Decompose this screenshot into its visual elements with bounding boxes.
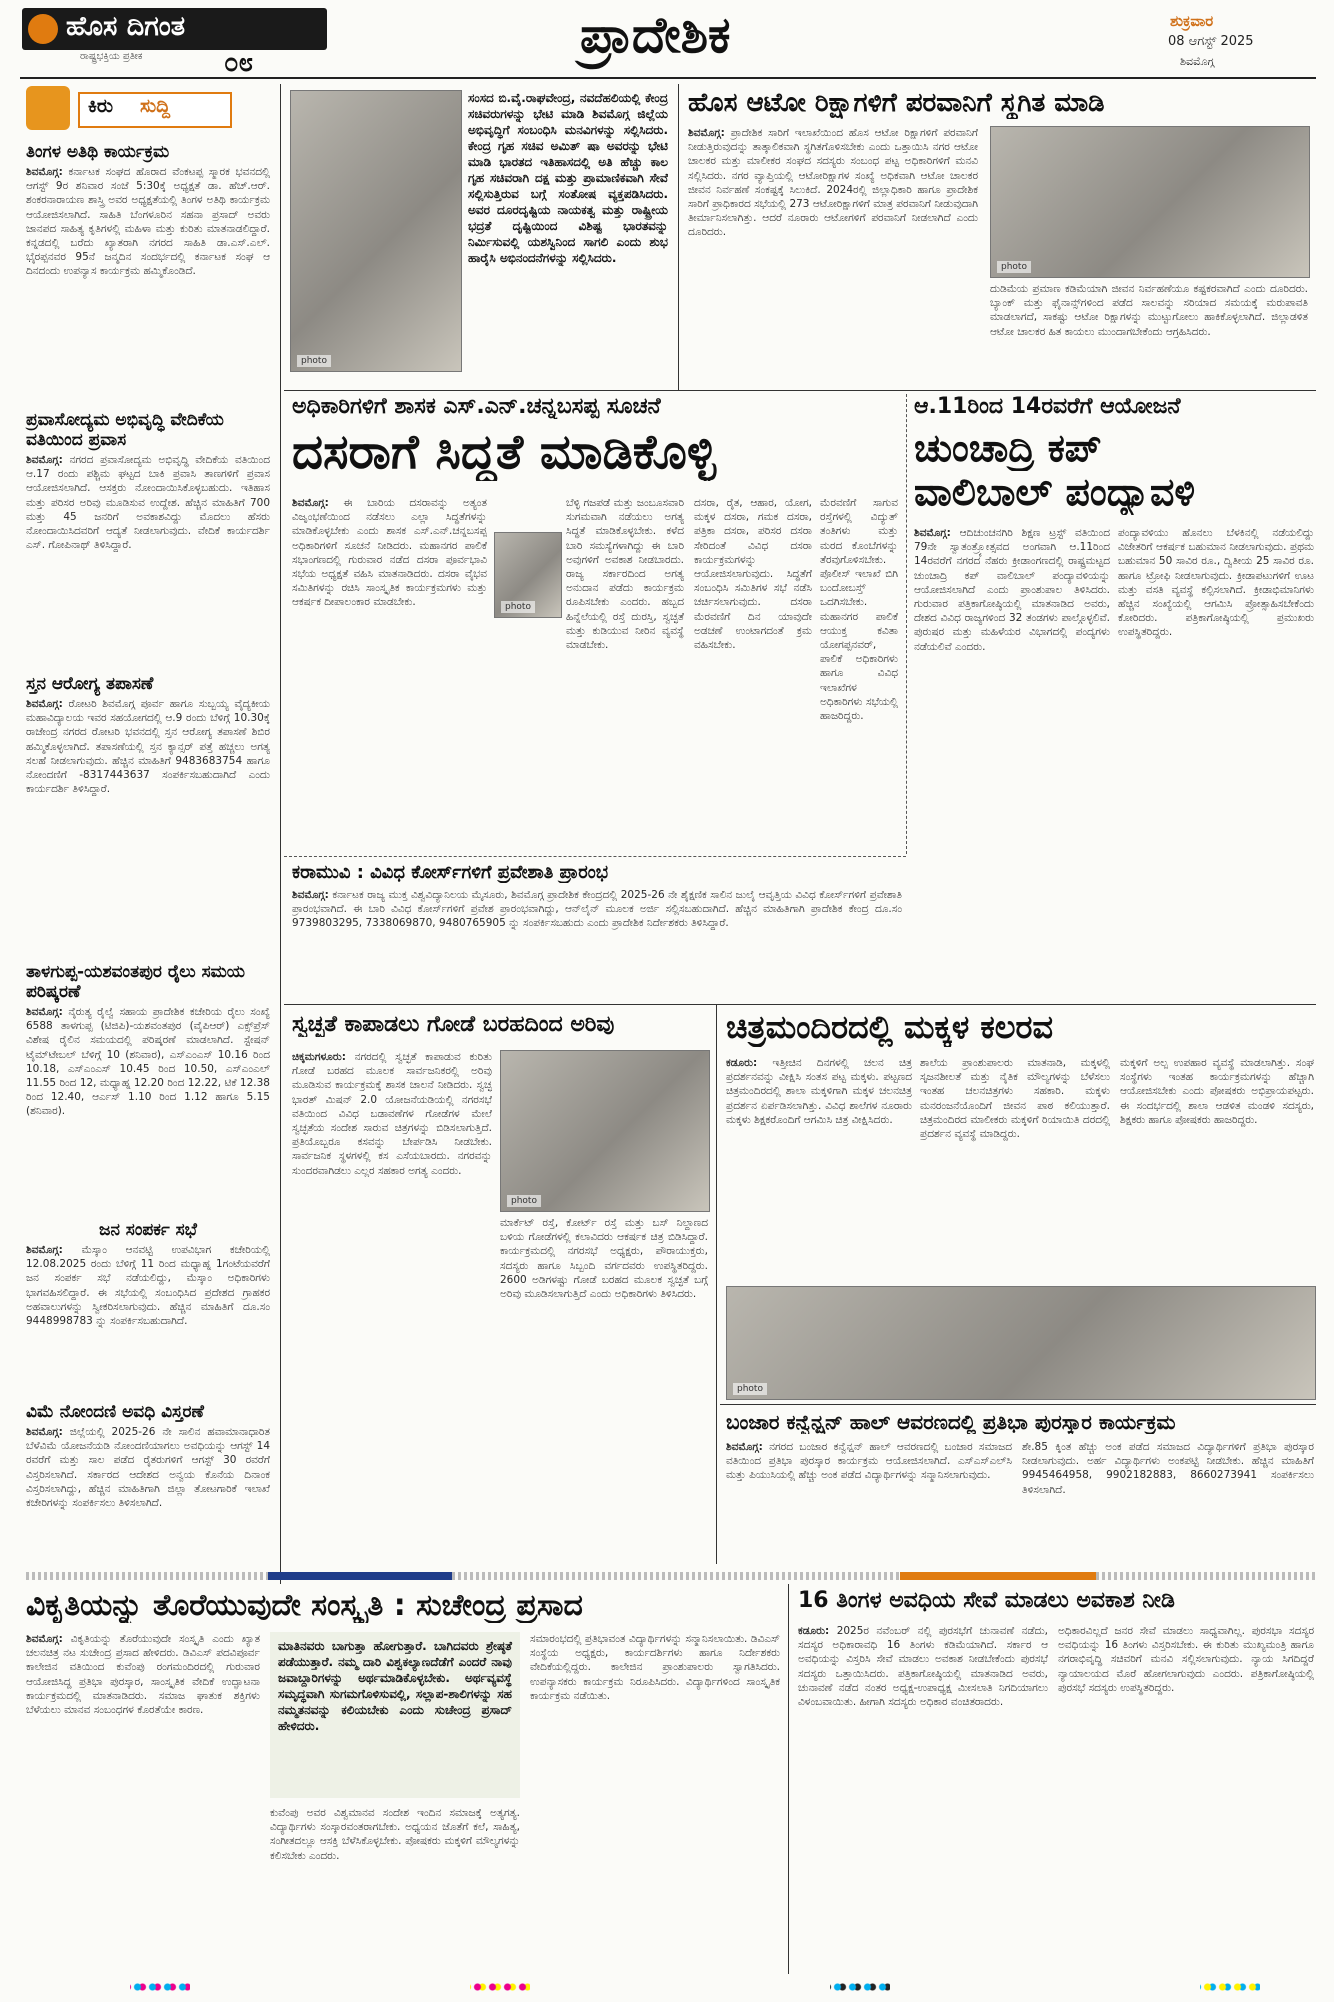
dasara-headline: ದಸರಾಗೆ ಸಿದ್ಧತೆ ಮಾಡಿಕೊಳ್ಳಿ <box>292 424 717 480</box>
banjara-col-2: ಶೇ.85 ಕ್ಕಿಂತ ಹೆಚ್ಚು ಅಂಕ ಪಡೆದ ಸಮಾಜದ ವಿದ್ಯಾರ್ಥಿಗಳಿಗೆ ಪ್ರತಿಭಾ ಪುರಸ್ಕಾರ ನೀಡಲಾಗುವುದು. ಅರ್ಹ ವಿದ್ಯಾರ್ಥಿಗಳು ಅಂಕಪಟ್ಟಿ ನೀಡಬೇಕು. ಹೆಚ್ಚಿನ ಮಾಹಿತಿಗೆ 9945464958, 9902182883, 8660273941 ಸಂಪರ್ಕಿಸಲು ತಿಳಿಸಲಾಗಿದೆ. <box>1022 1441 1314 1496</box>
karamuvi-body: ಶಿವಮೊಗ್ಗ: ಕರ್ನಾಟಕ ರಾಜ್ಯ ಮುಕ್ತ ವಿಶ್ವವಿದ್ಯಾನಿಲಯ ಮೈಸೂರು, ಶಿವಮೊಗ್ಗ ಪ್ರಾದೇಶಿಕ ಕೇಂದ್ರದಲ್ಲಿ 2025-26 ನೇ ಶೈಕ್ಷಣಿಕ ಸಾಲಿನ ಜುಲೈ ಆವೃತ್ತಿಯ ವಿವಿಧ ಕೋರ್ಸ್‌ಗಳಿಗೆ ಪ್ರವೇಶಾತಿ ಪ್ರಾರಂಭವಾಗಿದೆ. ಈ ಬಾರಿ ವಿವಿಧ ಕೋರ್ಸ್‌ಗಳಿಗೆ ಪ್ರವೇಶ ಪ್ರಾರಂಭವಾಗಿದ್ದು, ಆನ್‌ಲೈನ್ ಮೂಲಕ ಅರ್ಜಿ ಸಲ್ಲಿಸಬಹುದಾಗಿದೆ. ಹೆಚ್ಚಿನ ಮಾಹಿತಿಗಾಗಿ ಪ್ರಾದೇಶಿಕ ಕೇಂದ್ರ ದೂ.ಸಂ 9739803295, 7338069870, 9480765905 ನ್ನು ಸಂಪರ್ಕಿಸಬಹುದು ಎಂದು ಪ್ರಾದೇಶಿಕ ನಿರ್ದೇಶಕರು ತಿಳಿಸಿದ್ದಾರೆ. <box>292 889 902 930</box>
divider-bar-gray-left <box>26 1572 268 1580</box>
brand-logo <box>22 8 327 50</box>
auto-protest-photo: photo <box>990 126 1310 278</box>
cinema-headline: ಚಿತ್ರಮಂದಿರದಲ್ಲಿ ಮಕ್ಕಳ ಕಲರವ <box>726 1008 1054 1046</box>
cinema-children-photo: photo <box>726 1286 1316 1400</box>
lamp-icon <box>28 14 58 44</box>
mla-portrait-photo: photo <box>494 532 562 618</box>
swachata-headline: ಸ್ವಚ್ಛತೆ ಕಾಪಾಡಲು ಗೋಡೆ ಬರಹದಿಂದ ಅರಿವು <box>292 1012 615 1037</box>
brief-item <box>26 962 270 1205</box>
dasara-col-4: ಮೆರವಣಿಗೆ ಸಾಗುವ ರಸ್ತೆಗಳಲ್ಲಿ ವಿದ್ಯುತ್ ತಂತಿಗಳು ಮತ್ತು ಮರದ ಕೊಂಬೆಗಳನ್ನು ತೆರವುಗೊಳಿಸಬೇಕು. ಪೊಲೀಸ್ ಇಲಾಖೆ ಬಿಗಿ ಬಂದೋಬಸ್ತ್ ಒದಗಿಸಬೇಕು. ಮಹಾನಗರ ಪಾಲಿಕೆ ಆಯುಕ್ತ ಕವಿತಾ ಯೋಗಪ್ಪನವರ್, ಪಾಲಿಕೆ ಅಧಿಕಾರಿಗಳು ಹಾಗೂ ವಿವಿಧ ಇಲಾಖೆಗಳ ಅಧಿಕಾರಿಗಳು ಸಭೆಯಲ್ಲಿ ಹಾಜರಿದ್ದರು. <box>820 497 898 723</box>
brand-tagline: ರಾಷ್ಟ್ರಭಕ್ತಿಯ ಪ್ರತೀಕ <box>80 51 143 62</box>
brief-head: ತಿಂಗಳ ಅತಿಥಿ ಕಾರ್ಯಕ್ರಮ <box>26 142 170 162</box>
brief-body: ಶಿವಮೊಗ್ಗ: ರೋಟರಿ ಶಿವಮೊಗ್ಗ ಪೂರ್ವ ಹಾಗೂ ಸುಬ್ಬಯ್ಯ ವೈದ್ಯಕೀಯ ಮಹಾವಿದ್ಯಾಲಯ ಇವರ ಸಹಯೋಗದಲ್ಲಿ ಆ.9 ರಂದು ಬೆಳಿಗ್ಗೆ 10.30ಕ್ಕೆ ರಾಜೇಂದ್ರ ನಗರದ ರೋಟರಿ ಭವನದಲ್ಲಿ ಸ್ತನ ಆರೋಗ್ಯ ತಪಾಸಣೆ ಶಿಬಿರ ಹಮ್ಮಿಕೊಳ್ಳಲಾಗಿದೆ. ತಪಾಸಣೆಯಲ್ಲಿ ಸ್ತನ ಕ್ಯಾನ್ಸರ್ ಪತ್ತೆ ಹಚ್ಚಲು ಅಗತ್ಯ ಸಲಹೆ ನೀಡಲಾಗುವುದು. ಹೆಚ್ಚಿನ ಮಾಹಿತಿಗೆ 9483683754 ಹಾಗೂ ನೋಂದಣಿಗೆ -8317443637 ಸಂಪರ್ಕಿಸಬಹುದಾಗಿದೆ ಎಂದು ಕಾರ್ಯದರ್ಶಿ ತಿಳಿಸಿದ್ದಾರೆ. <box>26 698 270 796</box>
mp-meeting-photo: photo <box>290 90 462 372</box>
cinema-col-2: ಶಾಲೆಯ ಪ್ರಾಂಶುಪಾಲರು ಮಾತನಾಡಿ, ಮಕ್ಕಳಲ್ಲಿ ಸೃಜನಶೀಲತೆ ಮತ್ತು ನೈತಿಕ ಮೌಲ್ಯಗಳನ್ನು ಬೆಳೆಸಲು ಇಂತಹ ಚಲನಚಿತ್ರಗಳು ಸಹಕಾರಿ. ಮಕ್ಕಳು ಮನರಂಜನೆಯೊಂದಿಗೆ ಜೀವನ ಪಾಠ ಕಲಿಯುತ್ತಾರೆ. ಚಿತ್ರಮಂದಿರದ ಮಾಲೀಕರು ಮಕ್ಕಳಿಗೆ ರಿಯಾಯಿತಿ ದರದಲ್ಲಿ ಪ್ರದರ್ಶನ ವ್ಯವಸ್ಥೆ ಮಾಡಿದ್ದರು. <box>920 1057 1110 1141</box>
vikruti-headline: ವಿಕೃತಿಯನ್ನು ತೊರೆಯುವುದೇ ಸಂಸ್ಕೃತಿ : ಸುಚೇಂದ್ರ ಪ್ರಸಾದ <box>26 1588 583 1623</box>
masthead <box>0 0 1334 80</box>
dasara-col-3: ದಸರಾ, ರೈತ, ಆಹಾರ, ಯೋಗ, ಮಕ್ಕಳ ದಸರಾ, ಗಮಕ ದಸರಾ, ಪತ್ರಿಕಾ ದಸರಾ, ಪರಿಸರ ದಸರಾ ಸೇರಿದಂತೆ ವಿವಿಧ ದಸರಾ ಕಾರ್ಯಕ್ರಮಗಳನ್ನು ಆಯೋಜಿಸಲಾಗುವುದು. ಸಿದ್ಧತೆಗೆ ಸಂಬಂಧಿಸಿ ಸಮಿತಿಗಳ ಸಭೆ ನಡೆಸಿ ಚರ್ಚಿಸಲಾಗುವುದು. ದಸರಾ ಮೆರವಣಿಗೆ ದಿನ ಯಾವುದೇ ಅಡಚಣೆ ಉಂಟಾಗದಂತೆ ಕ್ರಮ ವಹಿಸಬೇಕು. <box>694 497 812 652</box>
dasara-kicker: ಅಧಿಕಾರಿಗಳಿಗೆ ಶಾಸಕ ಎಸ್.ಎನ್.ಚನ್ನಬಸಪ್ಪ ಸೂಚನೆ <box>292 394 661 419</box>
top-caption: ಸಂಸದ ಬಿ.ವೈ.ರಾಘವೇಂದ್ರ, ನವದೆಹಲಿಯಲ್ಲಿ ಕೇಂದ್ರ ಸಚಿವರುಗಳನ್ನು ಭೇಟಿ ಮಾಡಿ ಶಿವಮೊಗ್ಗ ಜಿಲ್ಲೆಯ ಅಭಿವೃದ್ಧಿಗೆ ಸಂಬಂಧಿಸಿ ಮನವಿಗಳನ್ನು ಸಲ್ಲಿಸಿದರು. ಕೇಂದ್ರ ಗೃಹ ಸಚಿವ ಅಮಿತ್ ಷಾ ಅವರನ್ನು ಭೇಟಿ ಮಾಡಿ ಭಾರತದ ಇತಿಹಾಸದಲ್ಲಿ ಅತಿ ಹೆಚ್ಚು ಕಾಲ ಗೃಹ ಸಚಿವರಾಗಿ ದಕ್ಷ ಮತ್ತು ಪ್ರಾಮಾಣಿಕವಾಗಿ ಸೇವೆ ಸಲ್ಲಿಸುತ್ತಿರುವ ಬಗ್ಗೆ ಸಂತೋಷ ವ್ಯಕ್ತಪಡಿಸಿದರು. ಅವರ ದೂರದೃಷ್ಟಿಯ ನಾಯಕತ್ವ ಮತ್ತು ರಾಷ್ಟ್ರೀಯ ಭದ್ರತೆ ದೃಷ್ಟಿಯಿಂದ ವಿಶಿಷ್ಟ ಭಾರತವನ್ನು ನಿರ್ಮಿಸುವಲ್ಲಿ ಯಶಸ್ವಿನಿಂದ ಸಾಗಲಿ ಎಂದು ಶುಭ ಹಾರೈಸಿ ಅಭಿನಂದನೆಗಳನ್ನು ಸಲ್ಲಿಸಿದರು. <box>468 91 668 265</box>
brief-head: ಜನ ಸಂಪರ್ಕ ಸಭೆ <box>99 1220 197 1240</box>
vikruti-col-3: ಸಮಾರಂಭದಲ್ಲಿ ಪ್ರತಿಭಾವಂತ ವಿದ್ಯಾರ್ಥಿಗಳನ್ನು ಸನ್ಮಾನಿಸಲಾಯಿತು. ಡಿವಿಎಸ್ ಸಂಸ್ಥೆಯ ಅಧ್ಯಕ್ಷರು, ಕಾರ್ಯದರ್ಶಿಗಳು ಹಾಗೂ ನಿರ್ದೇಶಕರು ವೇದಿಕೆಯಲ್ಲಿದ್ದರು. ಕಾಲೇಜಿನ ಪ್ರಾಂಶುಪಾಲರು ಸ್ವಾಗತಿಸಿದರು. ಉಪನ್ಯಾಸಕರು ಕಾರ್ಯಕ್ರಮ ನಿರೂಪಿಸಿದರು. ವಿದ್ಯಾರ್ಥಿಗಳಿಂದ ಸಾಂಸ್ಕೃತಿಕ ಕಾರ್ಯಕ್ರಮ ನಡೆಯಿತು. <box>530 1633 780 1702</box>
badge-label-1: ಕಿರು <box>88 95 113 117</box>
brief-body: ಶಿವಮೊಗ್ಗ: ಜಿಲ್ಲೆಯಲ್ಲಿ 2025-26 ನೇ ಸಾಲಿನ ಹವಾಮಾನಾಧಾರಿತ ಬೆಳೆವಿಮೆ ಯೋಜನೆಯಡಿ ನೋಂದಣಿಯಾಗಲು ಅವಧಿಯನ್ನು ಆಗಸ್ಟ್ 14 ರವರೆಗೆ ಮತ್ತು ಸಾಲ ಪಡೆದ ರೈತರುಗಳಿಗೆ ಆಗಸ್ಟ್ 30 ರವರೆಗೆ ವಿಸ್ತರಿಸಲಾಗಿದೆ. ಸರ್ಕಾರದ ಆದೇಶದ ಅನ್ವಯ ಕೊನೆಯ ದಿನಾಂಕ ವಿಸ್ತರಿಸಲಾಗಿದ್ದು, ಹೆಚ್ಚಿನ ಮಾಹಿತಿಗಾಗಿ ಜಿಲ್ಲಾ ತೋಟಗಾರಿಕೆ ಇಲಾಖೆ ಕಚೇರಿಗಳನ್ನು ಸಂಪರ್ಕಿಸಲು ತಿಳಿಸಲಾಗಿದೆ. <box>26 1426 270 1510</box>
volley-headline-2: ವಾಲಿಬಾಲ್ ಪಂದ್ಯಾವಳಿ <box>914 470 1196 514</box>
brief-item <box>26 674 270 937</box>
kiru-suddi-badge <box>26 86 266 130</box>
edition-city: ಶಿವಮೊಗ್ಗ <box>1180 55 1215 68</box>
brief-body: ಶಿವಮೊಗ್ಗ: ಕರ್ನಾಟಕ ಸಂಘದ ಹೊರಾದ ವೆಂಕಟಪ್ಪ ಸ್ಮಾರಕ ಭವನದಲ್ಲಿ ಆಗಸ್ಟ್ 9ರ ಶನಿವಾರ ಸಂಜೆ 5:30ಕ್ಕೆ ಅಧ್ಯಕ್ಷತೆ ಡಾ. ಹೆಚ್.ಆರ್. ಶಂಕರನಾರಾಯಣ ಶಾಸ್ತ್ರಿ ಅವರ ಅಧ್ಯಕ್ಷತೆಯಲ್ಲಿ ತಿಂಗಳ ಅತಿಥಿ ಕಾರ್ಯಕ್ರಮ ಆಯೋಜಿಸಲಾಗಿದೆ. ಸಾಹಿತಿ ಬೆಂಗಳೂರಿನ ಸಹನಾ ಪ್ರಸಾದ್ ಅವರು ಜಾನಪದ ಸಾಹಿತ್ಯ ಕೃತಿಗಳಲ್ಲಿ ಮಹಿಳಾ ಮತ್ತು ಕುರಿತು ಮಾತನಾಡಲಿದ್ದಾರೆ. ಕನ್ನಡದಲ್ಲಿ ಬರೆದು ಖ್ಯಾತರಾಗಿ ನಗರದ ಸಾಹಿತಿ ಡಾ.ಎಸ್.ಎಲ್. ಭೈರಪ್ಪನವರ 95ನೆ ಜನ್ಮದಿನ ಸಂದರ್ಭದಲ್ಲಿ ಕರ್ನಾಟಕ ಸಂಘ ಆ ದಿನದಂದು ಉಪನ್ಯಾಸ ಕಾರ್ಯಕ್ರಮ ಹಮ್ಮಿಕೊಂಡಿದೆ. <box>26 166 270 278</box>
page-number: ೦೮ <box>224 48 254 78</box>
banjara-col-1: ಶಿವಮೊಗ್ಗ: ನಗರದ ಬಂಜಾರ ಕನ್ವೆನ್ಷನ್ ಹಾಲ್ ಆವರಣದಲ್ಲಿ ಬಂಜಾರ ಸಮಾಜದ ವತಿಯಿಂದ ಪ್ರತಿಭಾ ಪುರಸ್ಕಾರ ಕಾರ್ಯಕ್ರಮ ಆಯೋಜಿಸಲಾಗಿದೆ. ಎಸ್ಎಸ್ಎಲ್‌ಸಿ ಮತ್ತು ಪಿಯುಸಿಯಲ್ಲಿ ಹೆಚ್ಚು ಅಂಕ ಪಡೆದ ವಿದ್ಯಾರ್ಥಿಗಳನ್ನು ಸನ್ಮಾನಿಸಲಾಗುವುದು. <box>726 1441 1012 1482</box>
volley-col-1: ಶಿವಮೊಗ್ಗ: ಆದಿಚುಂಚನಗಿರಿ ಶಿಕ್ಷಣ ಟ್ರಸ್ಟ್ ವತಿಯಿಂದ 79ನೇ ಸ್ವಾತಂತ್ರ್ಯೋತ್ಸವದ ಅಂಗವಾಗಿ ಆ.11ರಿಂದ 14ರವರೆಗೆ ನಗರದ ನೆಹರು ಕ್ರೀಡಾಂಗಣದಲ್ಲಿ ರಾಷ್ಟ್ರಮಟ್ಟದ ಚುಂಚಾದ್ರಿ ಕಪ್ ವಾಲಿಬಾಲ್ ಪಂದ್ಯಾವಳಿಯನ್ನು ಆಯೋಜಿಸಲಾಗಿದೆ ಎಂದು ಪ್ರಾಂಶುಪಾಲ ತಿಳಿಸಿದರು. ಗುರುವಾರ ಪತ್ರಿಕಾಗೋಷ್ಠಿಯಲ್ಲಿ ಮಾತನಾಡಿದ ಅವರು, ದೇಶದ ವಿವಿಧ ರಾಜ್ಯಗಳಿಂದ 32 ತಂಡಗಳು ಪಾಲ್ಗೊಳ್ಳಲಿವೆ. ಪುರುಷರ ಮತ್ತು ಮಹಿಳೆಯರ ವಿಭಾಗದಲ್ಲಿ ಪಂದ್ಯಗಳು ನಡೆಯಲಿವೆ ಎಂದರು. <box>914 527 1110 653</box>
weekday: ಶುಕ್ರವಾರ <box>1170 12 1214 30</box>
brief-body: ಶಿವಮೊಗ್ಗ: ನಗರದ ಪ್ರವಾಸೋದ್ಯಮ ಅಭಿವೃದ್ಧಿ ವೇದಿಕೆಯ ವತಿಯಿಂದ ಆ.17 ರಂದು ಪಶ್ಚಿಮ ಘಟ್ಟದ ಬಾಕಿ ಪ್ರವಾಸಿ ತಾಣಗಳಿಗೆ ಪ್ರವಾಸ ಆಯೋಜಿಸಲಾಗಿದೆ. ಆಸಕ್ತರು ನೋಂದಾಯಿಸಿಕೊಳ್ಳಬಹುದು. ಇತಿಹಾಸ ಮತ್ತು ಪರಿಸರ ಅರಿವು ಮೂಡಿಸುವ ಉದ್ದೇಶ. ಹೆಚ್ಚಿನ ಮಾಹಿತಿಗೆ 700 ಮತ್ತು 45 ಜನರಿಗೆ ಅವಕಾಶವಿದ್ದು ಮೊದಲು ಹೆಸರು ನೋಂದಾಯಿಸಿದವರಿಗೆ ಆದ್ಯತೆ ನೀಡಲಾಗುವುದು. ವೇದಿಕೆ ಕಾರ್ಯದರ್ಶಿ ಎಸ್. ಗೋಪಿನಾಥ್ ತಿಳಿಸಿದ್ದಾರೆ. <box>26 454 270 552</box>
sidebar <box>26 84 274 1564</box>
brief-head: ವಿಮೆ ನೋಂದಣಿ ಅವಧಿ ವಿಸ್ತರಣೆ <box>26 1402 204 1422</box>
pointing-hand-icon <box>26 86 70 130</box>
brief-item <box>26 1220 270 1403</box>
registration-marks <box>130 1982 190 1992</box>
registration-marks <box>830 1982 890 1992</box>
brief-item <box>26 142 270 365</box>
dasara-col-1: ಶಿವಮೊಗ್ಗ: ಈ ಬಾರಿಯ ದಸರಾವನ್ನು ಅತ್ಯಂತ ವಿಜೃಂಭಣೆಯಿಂದ ನಡೆಸಲು ಎಲ್ಲಾ ಸಿದ್ಧತೆಗಳನ್ನು ಮಾಡಿಕೊಳ್ಳಬೇಕು ಎಂದು ಶಾಸಕ ಎಸ್.ಎನ್.ಚನ್ನಬಸಪ್ಪ ಅಧಿಕಾರಿಗಳಿಗೆ ಸೂಚನೆ ನೀಡಿದರು. ಮಹಾನಗರ ಪಾಲಿಕೆ ಸಭಾಂಗಣದಲ್ಲಿ ಗುರುವಾರ ನಡೆದ ದಸರಾ ಪೂರ್ವಭಾವಿ ಸಭೆಯ ಅಧ್ಯಕ್ಷತೆ ವಹಿಸಿ ಮಾತನಾಡಿದರು. ದಸರಾ ವೈಭವ ಸಮಿತಿಗಳನ್ನು ರಚಿಸಿ ಸಾಂಸ್ಕೃತಿಕ ಕಾರ್ಯಕ್ರಮಗಳು ಮತ್ತು ಆಕರ್ಷಕ ದೀಪಾಲಂಕಾರ ಮಾಡಬೇಕು. <box>292 497 487 609</box>
seva-headline: 16 ತಿಂಗಳ ಅವಧಿಯ ಸೇವೆ ಮಾಡಲು ಅವಕಾಶ ನೀಡಿ <box>798 1588 1175 1613</box>
divider-bar-gray-right <box>1096 1572 1316 1580</box>
auto-body: ಶಿವಮೊಗ್ಗ: ಪ್ರಾದೇಶಿಕ ಸಾರಿಗೆ ಇಲಾಖೆಯಿಂದ ಹೊಸ ಆಟೋ ರಿಕ್ಷಾಗಳಿಗೆ ಪರವಾನಿಗೆ ನೀಡುತ್ತಿರುವುದನ್ನು ತಾತ್ಕಾಲಿಕವಾಗಿ ಸ್ಥಗಿತಗೊಳಿಸಬೇಕು ಎಂದು ಒತ್ತಾಯಿಸಿ ನಗರ ಆಟೋ ಚಾಲಕರ ಮತ್ತು ಮಾಲೀಕರ ಸಂಘದ ಸದಸ್ಯರು ಸಂಬಂಧ ಪಟ್ಟ ಅಧಿಕಾರಿಗಳಿಗೆ ಮನವಿ ಸಲ್ಲಿಸಿದರು. ನಗರ ವ್ಯಾಪ್ತಿಯಲ್ಲಿ ಆಟೋರಿಕ್ಷಾಗಳ ಸಂಖ್ಯೆ ಅಧಿಕವಾಗಿ ಆಟೋ ಚಾಲಕರ ಜೀವನ ನಿರ್ವಹಣೆ ಸಂಕಷ್ಟಕ್ಕೆ ಸಿಲುಕಿದೆ. 2024ರಲ್ಲಿ ಜಿಲ್ಲಾಧಿಕಾರಿ ಹಾಗೂ ಪ್ರಾದೇಶಿಕ ಸಾರಿಗೆ ಪ್ರಾಧಿಕಾರದ ಸಭೆಯಲ್ಲಿ 273 ಆಟೋರಿಕ್ಷಾಗಳಿಗೆ ಮಾತ್ರ ಪರವಾನಿಗೆ ನೀಡುವುದಾಗಿ ತೀರ್ಮಾನಿಸಲಾಗಿತ್ತು. ಆದರೆ ನೂರಾರು ಆಟೋಗಳಿಗೆ ಪರವಾನಿಗೆ ನೀಡಲಾಗಿದೆ ಎಂದು ದೂರಿದರು. <box>688 127 978 239</box>
brief-head: ಪ್ರವಾಸೋದ್ಯಮ ಅಭಿವೃದ್ಧಿ ವೇದಿಕೆಯ ವತಿಯಿಂದ ಪ್ರವಾಸ <box>26 410 224 450</box>
karamuvi-headline: ಕರಾಮುವಿ : ವಿವಿಧ ಕೋರ್ಸ್‌ಗಳಿಗೆ ಪ್ರವೇಶಾತಿ ಪ್ರಾರಂಭ <box>292 862 609 883</box>
section-title: ಪ್ರಾದೇಶಿಕ <box>580 6 731 64</box>
wall-painting-photo: photo <box>500 1050 710 1212</box>
brief-item <box>26 410 270 633</box>
auto-headline: ಹೊಸ ಆಟೋ ರಿಕ್ಷಾಗಳಿಗೆ ಪರವಾನಿಗೆ ಸ್ಥಗಿತ ಮಾಡಿ <box>688 88 1105 118</box>
divider-bar-gray-mid <box>452 1572 900 1580</box>
volley-headline-1: ಚುಂಚಾದ್ರಿ ಕಪ್ <box>914 426 1102 470</box>
issue-date: 08 ಆಗಸ್ಟ್ 2025 <box>1168 34 1254 49</box>
vikruti-col-1: ಶಿವಮೊಗ್ಗ: ವಿಕೃತಿಯನ್ನು ತೊರೆಯುವುದೇ ಸಂಸ್ಕೃತಿ ಎಂದು ಖ್ಯಾತ ಚಲನಚಿತ್ರ ನಟ ಸುಚೇಂದ್ರ ಪ್ರಸಾದ ಹೇಳಿದರು. ಡಿವಿಎಸ್ ಪದವಿಪೂರ್ವ ಕಾಲೇಜಿನ ವತಿಯಿಂದ ಕುವೆಂಪು ರಂಗಮಂದಿರದಲ್ಲಿ ಗುರುವಾರ ಆಯೋಜಿಸಿದ್ದ ಪ್ರತಿಭಾ ಪುರಸ್ಕಾರ, ಸಾಂಸ್ಕೃತಿಕ ವೇದಿಕೆ ಉದ್ಘಾಟನಾ ಕಾರ್ಯಕ್ರಮದಲ್ಲಿ ಮಾತನಾಡಿದರು. ಸಮಾಜ ಘಾತುಕ ಶಕ್ತಿಗಳು ಬೆಳೆಯಲು ಮಾನವ ಸಂಬಂಧಗಳ ಕೊರತೆಯೇ ಕಾರಣ. <box>26 1633 260 1717</box>
brief-body: ಶಿವಮೊಗ್ಗ: ಮೆಸ್ಕಾಂ ಆನವಟ್ಟಿ ಉಪವಿಭಾಗ ಕಚೇರಿಯಲ್ಲಿ 12.08.2025 ರಂದು ಬೆಳಿಗ್ಗೆ 11 ರಿಂದ ಮಧ್ಯಾಹ್ನ 1ಗಂಟೆಯವರೆಗೆ ಜನ ಸಂಪರ್ಕ ಸಭೆ ನಡೆಯಲಿದ್ದು, ಮೆಸ್ಕಾಂ ಅಧಿಕಾರಿಗಳು ಭಾಗವಹಿಸಲಿದ್ದಾರೆ. ಈ ಸಭೆಯಲ್ಲಿ ಸಂಬಂಧಿಸಿದ ಪ್ರದೇಶದ ಗ್ರಾಹಕರ ಅಹವಾಲುಗಳನ್ನು ಸ್ವೀಕರಿಸಲಾಗುವುದು. ಹೆಚ್ಚಿನ ಮಾಹಿತಿಗೆ ದೂ.ಸಂ 9448998783 ನ್ನು ಸಂಪರ್ಕಿಸಬಹುದಾಗಿದೆ. <box>26 1244 270 1328</box>
brief-item <box>26 1402 270 1575</box>
cinema-col-1: ಕಡೂರು: ಇತ್ತೀಚಿನ ದಿನಗಳಲ್ಲಿ ಚಲನ ಚಿತ್ರ ಪ್ರದರ್ಶನವನ್ನು ವೀಕ್ಷಿಸಿ ಸಂತಸ ಪಟ್ಟ ಮಕ್ಕಳು. ಪಟ್ಟಣದ ಚಿತ್ರಮಂದಿರದಲ್ಲಿ ಶಾಲಾ ಮಕ್ಕಳಿಗಾಗಿ ಮಕ್ಕಳ ಚಲನಚಿತ್ರ ಪ್ರದರ್ಶನ ಏರ್ಪಡಿಸಲಾಗಿತ್ತು. ವಿವಿಧ ಶಾಲೆಗಳ ನೂರಾರು ಮಕ್ಕಳು ಶಿಕ್ಷಕರೊಂದಿಗೆ ಆಗಮಿಸಿ ಚಿತ್ರ ವೀಕ್ಷಿಸಿದರು. <box>726 1057 912 1126</box>
brand-name: ಹೊಸ ದಿಗಂತ <box>66 11 186 42</box>
brief-head: ತಾಳಗುಪ್ಪ-ಯಶವಂತಪುರ ರೈಲು ಸಮಯ ಪರಿಷ್ಕರಣೆ <box>26 962 246 1002</box>
divider-bar-blue <box>268 1572 452 1580</box>
cinema-col-3: ಮಕ್ಕಳಿಗೆ ಅಲ್ಪ ಉಪಹಾರ ವ್ಯವಸ್ಥೆ ಮಾಡಲಾಗಿತ್ತು. ಸಂಘ ಸಂಸ್ಥೆಗಳು ಇಂತಹ ಕಾರ್ಯಕ್ರಮಗಳನ್ನು ಹೆಚ್ಚಾಗಿ ಆಯೋಜಿಸಬೇಕು ಎಂದು ಪೋಷಕರು ಅಭಿಪ್ರಾಯಪಟ್ಟರು. ಈ ಸಂದರ್ಭದಲ್ಲಿ ಶಾಲಾ ಆಡಳಿತ ಮಂಡಳಿ ಸದಸ್ಯರು, ಶಿಕ್ಷಕರು ಹಾಗೂ ಪೋಷಕರು ಹಾಜರಿದ್ದರು. <box>1120 1057 1314 1126</box>
seva-col-1: ಕಡೂರು: 2025ರ ನವೆಂಬರ್ ನಲ್ಲಿ ಪುರಸಭೆಗೆ ಚುನಾವಣೆ ನಡೆದು, ಸದಸ್ಯರ ಅಧಿಕಾರಾವಧಿ 16 ತಿಂಗಳು ಕಡಿಮೆಯಾಗಿದೆ. ಸರ್ಕಾರ ಆ ಅವಧಿಯನ್ನು ವಿಸ್ತರಿಸಿ ಸೇವೆ ಮಾಡಲು ಅವಕಾಶ ನೀಡಬೇಕೆಂದು ಪುರಸಭೆ ಸದಸ್ಯರು ಒತ್ತಾಯಿಸಿದರು. ಪತ್ರಿಕಾಗೋಷ್ಠಿಯಲ್ಲಿ ಮಾತನಾಡಿದ ಅವರು, ಚುನಾವಣೆ ನಡೆದ ನಂತರ ಅಧ್ಯಕ್ಷ-ಉಪಾಧ್ಯಕ್ಷ ಮೀಸಲಾತಿ ನಿಗದಿಯಾಗಲು ವಿಳಂಬವಾಯಿತು. ಹೀಗಾಗಿ ಸದಸ್ಯರು ಅಧಿಕಾರ ವಂಚಿತರಾದರು. <box>798 1625 1048 1709</box>
vikruti-col-2: ಕುವೆಂಪು ಅವರ ವಿಶ್ವಮಾನವ ಸಂದೇಶ ಇಂದಿನ ಸಮಾಜಕ್ಕೆ ಅತ್ಯಗತ್ಯ. ವಿದ್ಯಾರ್ಥಿಗಳು ಸಂಸ್ಕಾರವಂತರಾಗಬೇಕು. ಅಧ್ಯಯನ ಜೊತೆಗೆ ಕಲೆ, ಸಾಹಿತ್ಯ, ಸಂಗೀತದಲ್ಲೂ ಆಸಕ್ತಿ ಬೆಳೆಸಿಕೊಳ್ಳಬೇಕು. ಪೋಷಕರು ಮಕ್ಕಳಿಗೆ ಮೌಲ್ಯಗಳನ್ನು ಕಲಿಸಬೇಕು ಎಂದರು. <box>270 1807 520 1862</box>
seva-col-2: ಅಧಿಕಾರವಿಲ್ಲದೆ ಜನರ ಸೇವೆ ಮಾಡಲು ಸಾಧ್ಯವಾಗಿಲ್ಲ. ಪುರಸಭಾ ಸದಸ್ಯರ ಅವಧಿಯನ್ನು 16 ತಿಂಗಳು ವಿಸ್ತರಿಸಬೇಕು. ಈ ಕುರಿತು ಮುಖ್ಯಮಂತ್ರಿ ಹಾಗೂ ನಗರಾಭಿವೃದ್ಧಿ ಸಚಿವರಿಗೆ ಮನವಿ ಸಲ್ಲಿಸಲಾಗುವುದು. ನ್ಯಾಯ ಸಿಗದಿದ್ದರೆ ನ್ಯಾಯಾಲಯದ ಮೊರೆ ಹೋಗಲಾಗುವುದು ಎಂದರು. ಪತ್ರಿಕಾಗೋಷ್ಠಿಯಲ್ಲಿ ಪುರಸಭೆ ಸದಸ್ಯರು ಉಪಸ್ಥಿತರಿದ್ದರು. <box>1058 1625 1314 1694</box>
swachata-col-2: ಮಾರ್ಕೆಟ್ ರಸ್ತೆ, ಕೋರ್ಟ್ ರಸ್ತೆ ಮತ್ತು ಬಸ್ ನಿಲ್ದಾಣದ ಬಳಿಯ ಗೋಡೆಗಳಲ್ಲಿ ಕಲಾವಿದರು ಆಕರ್ಷಕ ಚಿತ್ರ ಬಿಡಿಸಿದ್ದಾರೆ. ಕಾರ್ಯಕ್ರಮದಲ್ಲಿ ನಗರಸಭೆ ಅಧ್ಯಕ್ಷರು, ಪೌರಾಯುಕ್ತರು, ಸದಸ್ಯರು ಹಾಗೂ ಸಿಬ್ಬಂದಿ ವರ್ಗದವರು ಉಪಸ್ಥಿತರಿದ್ದರು. 2600 ಅಡಿಗಳಷ್ಟು ಗೋಡೆ ಬರಹದ ಮೂಲಕ ಸ್ವಚ್ಛತೆ ಬಗ್ಗೆ ಅರಿವು ಮೂಡಿಸಲಾಗುತ್ತಿದೆ ಎಂದು ಅಧಿಕಾರಿಗಳು ತಿಳಿಸಿದರು. <box>500 1217 708 1301</box>
dasara-col-2: ಬೆಳ್ಳಿ ಗಜಪಡೆ ಮತ್ತು ಜಂಬೂಸವಾರಿ ಸುಗಮವಾಗಿ ನಡೆಯಲು ಅಗತ್ಯ ಸಿದ್ಧತೆ ಮಾಡಿಕೊಳ್ಳಬೇಕು. ಕಳೆದ ಬಾರಿ ಸಮಸ್ಯೆಗಳಾಗಿದ್ದು ಈ ಬಾರಿ ಅವುಗಳಿಗೆ ಅವಕಾಶ ನೀಡಬಾರದು. ರಾಜ್ಯ ಸರ್ಕಾರದಿಂದ ಅಗತ್ಯ ಅನುದಾನ ಪಡೆದು ಕಾರ್ಯಕ್ರಮ ರೂಪಿಸಬೇಕು ಎಂದರು. ಹಬ್ಬದ ಹಿನ್ನೆಲೆಯಲ್ಲಿ ರಸ್ತೆ ದುರಸ್ತಿ, ಸ್ವಚ್ಛತೆ ಮತ್ತು ಕುಡಿಯುವ ನೀರಿನ ವ್ಯವಸ್ಥೆ ಮಾಡಬೇಕು. <box>566 497 684 652</box>
brief-head: ಸ್ತನ ಆರೋಗ್ಯ ತಪಾಸಣೆ <box>26 674 154 694</box>
volley-kicker: ಆ.11ರಿಂದ 14ರವರೆಗೆ ಆಯೋಜನೆ <box>914 394 1181 419</box>
swachata-col-1: ಚಿಕ್ಕಮಗಳೂರು: ನಗರದಲ್ಲಿ ಸ್ವಚ್ಛತೆ ಕಾಪಾಡುವ ಕುರಿತು ಗೋಡೆ ಬರಹದ ಮೂಲಕ ಸಾರ್ವಜನಿಕರಲ್ಲಿ ಅರಿವು ಮೂಡಿಸುವ ಕಾರ್ಯಕ್ರಮಕ್ಕೆ ಶಾಸಕ ಚಾಲನೆ ನೀಡಿದರು. ಸ್ವಚ್ಛ ಭಾರತ್ ಮಿಷನ್ 2.0 ಯೋಜನೆಯಡಿಯಲ್ಲಿ ನಗರಸಭೆ ವತಿಯಿಂದ ವಿವಿಧ ಬಡಾವಣೆಗಳ ಗೋಡೆಗಳ ಮೇಲೆ ಸ್ವಚ್ಛತೆಯ ಸಂದೇಶ ಸಾರುವ ಚಿತ್ರಗಳನ್ನು ಬಿಡಿಸಲಾಗುತ್ತಿದೆ. ಪ್ರತಿಯೊಬ್ಬರೂ ಕಸವನ್ನು ಬೇರ್ಪಡಿಸಿ ನೀಡಬೇಕು. ಸಾರ್ವಜನಿಕ ಸ್ಥಳಗಳಲ್ಲಿ ಕಸ ಎಸೆಯಬಾರದು. ನಗರವನ್ನು ಸುಂದರವಾಗಿಡಲು ಎಲ್ಲರ ಸಹಕಾರ ಅಗತ್ಯ ಎಂದರು. <box>292 1051 492 1177</box>
badge-label-2: ಸುದ್ದಿ <box>140 95 171 117</box>
brief-body: ಶಿವಮೊಗ್ಗ: ನೈರುತ್ಯ ರೈಲ್ವೆ ಸಹಾಯ ಪ್ರಾದೇಶಿಕ ಕಚೇರಿಯ ರೈಲು ಸಂಖ್ಯೆ 6588 ತಾಳಗುಪ್ಪ (ಟಿಜಿಪಿ)-ಯಶವಂತಪುರ (ವೈಪಿಆರ್) ಎಕ್ಸ್‌ಪ್ರೆಸ್ ವಿಶೇಷ ರೈಲಿನ ಸಮಯದಲ್ಲಿ ಪರಿಷ್ಕರಣೆ ಮಾಡಲಾಗಿದೆ. ಸ್ಟೇಷನ್ ಟೈಮ್‌ಟೇಬಲ್ ಬೆಳಿಗ್ಗೆ 10 (ಶನಿವಾರ), ಎಸ್ಎಂಎಸ್ 10.16 ರಿಂದ 10.18, ಎಸ್ಎಂಎಸ್ 10.45 ರಿಂದ 10.50, ಎಸ್ಎಂಎಲ್ 11.55 ರಿಂದ 12, ಮಧ್ಯಾಹ್ನ 12.20 ರಿಂದ 12.22, ಟಿಕೆ 12.38 ರಿಂದ 12.40, ಆರ್ಎಸ್ 1.10 ರಿಂದ 1.12 ಹಾಗೂ 5.15 (ಶನಿವಾರ). <box>26 1006 270 1118</box>
registration-marks <box>1200 1982 1260 1992</box>
divider-bar-orange <box>900 1572 1096 1580</box>
registration-marks <box>470 1982 530 1992</box>
vikruti-quote-box: ಮಾತಿನವರು ಬಾಗುತ್ತಾ ಹೋಗುತ್ತಾರೆ. ಬಾಗಿದವರು ಶ್ರೇಷ್ಠತೆ ಪಡೆಯುತ್ತಾರೆ. ನಮ್ಮ ದಾರಿ ವಿಶ್ವಕಲ್ಯಾಣದೆಡೆಗೆ ಎಂದರೆ ನಾವು ಜವಾಬ್ದಾರಿಗಳನ್ನು ಅರ್ಥಮಾಡಿಕೊಳ್ಳಬೇಕು. ಅರ್ಥವ್ಯವಸ್ಥೆ ಸಮೃದ್ಧವಾಗಿ ಸುಗಮಗೊಳಿಸುವಲ್ಲಿ, ಸಲ್ಲಾಪ-ಶಾಲಿಗಳನ್ನು ಸಹ ನಮ್ಮತನವನ್ನು ಕಲಿಯಬೇಕು ಎಂದು ಸುಚೇಂದ್ರ ಪ್ರಸಾದ್ ಹೇಳಿದರು. <box>270 1632 520 1798</box>
volley-col-2: ಪಂದ್ಯಾವಳಿಯು ಹೊನಲು ಬೆಳಕಿನಲ್ಲಿ ನಡೆಯಲಿದ್ದು ವಿಜೇತರಿಗೆ ಆಕರ್ಷಕ ಬಹುಮಾನ ನೀಡಲಾಗುವುದು. ಪ್ರಥಮ ಬಹುಮಾನ 50 ಸಾವಿರ ರೂ., ದ್ವಿತೀಯ 25 ಸಾವಿರ ರೂ. ಹಾಗೂ ಟ್ರೋಫಿ ನೀಡಲಾಗುವುದು. ಕ್ರೀಡಾಪಟುಗಳಿಗೆ ಊಟ ಮತ್ತು ವಸತಿ ವ್ಯವಸ್ಥೆ ಕಲ್ಪಿಸಲಾಗಿದೆ. ಕ್ರೀಡಾಭಿಮಾನಿಗಳು ಹೆಚ್ಚಿನ ಸಂಖ್ಯೆಯಲ್ಲಿ ಆಗಮಿಸಿ ಪ್ರೋತ್ಸಾಹಿಸಬೇಕೆಂದು ಕೋರಿದರು. ಪತ್ರಿಕಾಗೋಷ್ಠಿಯಲ್ಲಿ ಪ್ರಮುಖರು ಉಪಸ್ಥಿತರಿದ್ದರು. <box>1118 527 1314 639</box>
banjara-headline: ಬಂಜಾರ ಕನ್ವೆನ್ಷನ್ ಹಾಲ್ ಆವರಣದಲ್ಲಿ ಪ್ರತಿಭಾ ಪುರಸ್ಕಾರ ಕಾರ್ಯಕ್ರಮ <box>726 1410 1176 1434</box>
auto-body-2: ದುಡಿಮೆಯ ಪ್ರಮಾಣ ಕಡಿಮೆಯಾಗಿ ಜೀವನ ನಿರ್ವಹಣೆಯೂ ಕಷ್ಟಕರವಾಗಿದೆ ಎಂದು ದೂರಿದರು. ಬ್ಯಾಂಕ್ ಮತ್ತು ಫೈನಾನ್ಸ್‌ಗಳಿಂದ ಪಡೆದ ಸಾಲವನ್ನು ಸರಿಯಾದ ಸಮಯಕ್ಕೆ ಮರುಪಾವತಿ ಮಾಡಲಾಗದೆ, ಸಾಕಷ್ಟು ಆಟೋ ರಿಕ್ಷಾಗಳನ್ನು ಮುಟ್ಟುಗೋಲು ಹಾಕಿಕೊಳ್ಳಲಾಗಿದೆ. ಜಿಲ್ಲಾಡಳಿತ ಆಟೋ ಚಾಲಕರ ಹಿತ ಕಾಯಲು ಮುಂದಾಗಬೇಕೆಂದು ಆಗ್ರಹಿಸಿದರು. <box>990 283 1308 338</box>
